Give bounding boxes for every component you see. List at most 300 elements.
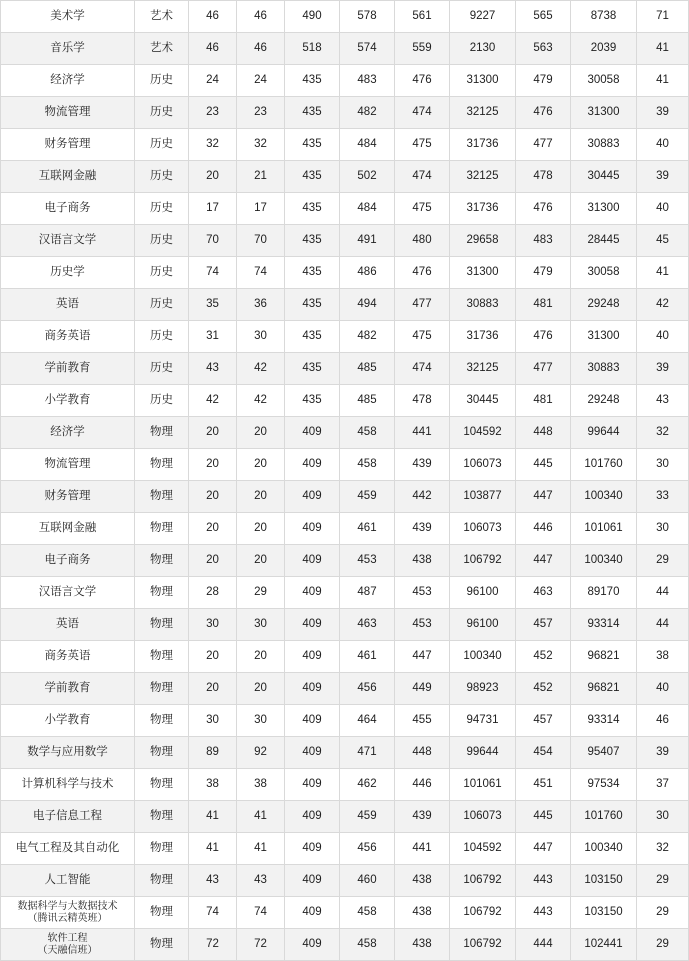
cell-plan: 17 bbox=[189, 193, 237, 225]
cell-diff: 39 bbox=[637, 353, 689, 385]
cell-avg_score: 447 bbox=[516, 545, 571, 577]
cell-enrolled: 42 bbox=[237, 385, 285, 417]
cell-max_score: 458 bbox=[340, 449, 395, 481]
table-body bbox=[1, 1, 689, 961]
cell-major: 电子商务 bbox=[1, 193, 135, 225]
cell-avg_score: 476 bbox=[516, 97, 571, 129]
cell-category: 艺术 bbox=[135, 1, 189, 33]
cell-plan: 20 bbox=[189, 641, 237, 673]
cell-enrolled: 32 bbox=[237, 129, 285, 161]
cell-control_line: 409 bbox=[285, 481, 340, 513]
cell-min_score: 441 bbox=[395, 833, 450, 865]
cell-plan: 32 bbox=[189, 129, 237, 161]
cell-enrolled: 42 bbox=[237, 353, 285, 385]
table-row bbox=[1, 97, 689, 129]
cell-control_line: 518 bbox=[285, 33, 340, 65]
cell-max_score: 486 bbox=[340, 257, 395, 289]
cell-min_score: 475 bbox=[395, 193, 450, 225]
cell-min_rank: 106792 bbox=[450, 545, 516, 577]
cell-enrolled: 46 bbox=[237, 33, 285, 65]
cell-control_line: 435 bbox=[285, 289, 340, 321]
cell-plan: 24 bbox=[189, 65, 237, 97]
cell-major: 互联网金融 bbox=[1, 161, 135, 193]
cell-plan: 46 bbox=[189, 1, 237, 33]
cell-enrolled: 24 bbox=[237, 65, 285, 97]
cell-avg_rank: 97534 bbox=[571, 769, 637, 801]
cell-max_score: 482 bbox=[340, 97, 395, 129]
cell-category: 历史 bbox=[135, 321, 189, 353]
cell-diff: 40 bbox=[637, 193, 689, 225]
cell-category: 物理 bbox=[135, 609, 189, 641]
cell-category: 历史 bbox=[135, 161, 189, 193]
cell-avg_score: 443 bbox=[516, 897, 571, 929]
cell-max_score: 461 bbox=[340, 641, 395, 673]
cell-avg_rank: 100340 bbox=[571, 481, 637, 513]
cell-category: 物理 bbox=[135, 513, 189, 545]
cell-diff: 44 bbox=[637, 609, 689, 641]
cell-max_score: 459 bbox=[340, 801, 395, 833]
table-row bbox=[1, 897, 689, 929]
cell-min_rank: 32125 bbox=[450, 353, 516, 385]
cell-min_rank: 32125 bbox=[450, 97, 516, 129]
cell-max_score: 458 bbox=[340, 417, 395, 449]
cell-category: 物理 bbox=[135, 929, 189, 961]
cell-plan: 72 bbox=[189, 929, 237, 961]
cell-major: 财务管理 bbox=[1, 129, 135, 161]
cell-major: 数据科学与大数据技术 （腾讯云精英班） bbox=[1, 897, 135, 929]
cell-max_score: 578 bbox=[340, 1, 395, 33]
cell-min_score: 449 bbox=[395, 673, 450, 705]
cell-avg_score: 447 bbox=[516, 833, 571, 865]
cell-major: 人工智能 bbox=[1, 865, 135, 897]
table-row bbox=[1, 161, 689, 193]
cell-diff: 41 bbox=[637, 65, 689, 97]
cell-min_score: 559 bbox=[395, 33, 450, 65]
cell-control_line: 490 bbox=[285, 1, 340, 33]
cell-category: 物理 bbox=[135, 833, 189, 865]
cell-category: 物理 bbox=[135, 673, 189, 705]
cell-plan: 28 bbox=[189, 577, 237, 609]
cell-min_rank: 100340 bbox=[450, 641, 516, 673]
cell-avg_rank: 30058 bbox=[571, 65, 637, 97]
cell-min_score: 439 bbox=[395, 513, 450, 545]
cell-min_score: 476 bbox=[395, 65, 450, 97]
cell-major: 小学教育 bbox=[1, 705, 135, 737]
cell-enrolled: 43 bbox=[237, 865, 285, 897]
cell-avg_rank: 8738 bbox=[571, 1, 637, 33]
cell-max_score: 456 bbox=[340, 673, 395, 705]
cell-control_line: 409 bbox=[285, 833, 340, 865]
cell-diff: 40 bbox=[637, 129, 689, 161]
cell-min_rank: 98923 bbox=[450, 673, 516, 705]
cell-plan: 20 bbox=[189, 161, 237, 193]
table-row bbox=[1, 257, 689, 289]
cell-min_rank: 104592 bbox=[450, 417, 516, 449]
cell-avg_rank: 28445 bbox=[571, 225, 637, 257]
cell-min_score: 561 bbox=[395, 1, 450, 33]
cell-major: 美术学 bbox=[1, 1, 135, 33]
cell-avg_rank: 101061 bbox=[571, 513, 637, 545]
cell-min_score: 474 bbox=[395, 353, 450, 385]
cell-diff: 32 bbox=[637, 833, 689, 865]
cell-control_line: 435 bbox=[285, 193, 340, 225]
cell-enrolled: 23 bbox=[237, 97, 285, 129]
cell-plan: 20 bbox=[189, 449, 237, 481]
cell-category: 历史 bbox=[135, 257, 189, 289]
cell-avg_rank: 99644 bbox=[571, 417, 637, 449]
cell-major: 英语 bbox=[1, 609, 135, 641]
cell-enrolled: 30 bbox=[237, 609, 285, 641]
cell-enrolled: 74 bbox=[237, 257, 285, 289]
table-row bbox=[1, 65, 689, 97]
cell-plan: 38 bbox=[189, 769, 237, 801]
cell-enrolled: 92 bbox=[237, 737, 285, 769]
cell-enrolled: 41 bbox=[237, 801, 285, 833]
cell-plan: 89 bbox=[189, 737, 237, 769]
table-row bbox=[1, 1, 689, 33]
table-row bbox=[1, 641, 689, 673]
cell-avg_rank: 103150 bbox=[571, 897, 637, 929]
cell-plan: 23 bbox=[189, 97, 237, 129]
table-row bbox=[1, 481, 689, 513]
cell-control_line: 409 bbox=[285, 737, 340, 769]
cell-enrolled: 20 bbox=[237, 417, 285, 449]
cell-enrolled: 21 bbox=[237, 161, 285, 193]
cell-major: 数学与应用数学 bbox=[1, 737, 135, 769]
table-row bbox=[1, 833, 689, 865]
cell-min_rank: 31736 bbox=[450, 193, 516, 225]
cell-avg_score: 451 bbox=[516, 769, 571, 801]
cell-avg_score: 457 bbox=[516, 609, 571, 641]
cell-major: 互联网金融 bbox=[1, 513, 135, 545]
cell-max_score: 459 bbox=[340, 481, 395, 513]
cell-major: 经济学 bbox=[1, 417, 135, 449]
cell-enrolled: 20 bbox=[237, 481, 285, 513]
cell-avg_rank: 93314 bbox=[571, 705, 637, 737]
cell-min_rank: 96100 bbox=[450, 609, 516, 641]
cell-category: 历史 bbox=[135, 193, 189, 225]
cell-avg_rank: 31300 bbox=[571, 97, 637, 129]
cell-max_score: 453 bbox=[340, 545, 395, 577]
cell-control_line: 409 bbox=[285, 705, 340, 737]
cell-min_rank: 30883 bbox=[450, 289, 516, 321]
cell-avg_score: 457 bbox=[516, 705, 571, 737]
cell-min_rank: 9227 bbox=[450, 1, 516, 33]
table-row bbox=[1, 673, 689, 705]
cell-control_line: 409 bbox=[285, 929, 340, 961]
table-row bbox=[1, 385, 689, 417]
table-row bbox=[1, 769, 689, 801]
cell-avg_score: 443 bbox=[516, 865, 571, 897]
cell-min_rank: 29658 bbox=[450, 225, 516, 257]
cell-major: 学前教育 bbox=[1, 673, 135, 705]
cell-control_line: 435 bbox=[285, 129, 340, 161]
cell-min_score: 442 bbox=[395, 481, 450, 513]
cell-control_line: 409 bbox=[285, 513, 340, 545]
cell-avg_rank: 96821 bbox=[571, 673, 637, 705]
cell-min_rank: 104592 bbox=[450, 833, 516, 865]
cell-category: 物理 bbox=[135, 865, 189, 897]
cell-control_line: 435 bbox=[285, 97, 340, 129]
cell-diff: 42 bbox=[637, 289, 689, 321]
cell-plan: 31 bbox=[189, 321, 237, 353]
cell-avg_rank: 96821 bbox=[571, 641, 637, 673]
cell-min_rank: 101061 bbox=[450, 769, 516, 801]
cell-enrolled: 29 bbox=[237, 577, 285, 609]
cell-avg_rank: 2039 bbox=[571, 33, 637, 65]
cell-min_score: 448 bbox=[395, 737, 450, 769]
cell-avg_rank: 89170 bbox=[571, 577, 637, 609]
cell-enrolled: 36 bbox=[237, 289, 285, 321]
cell-major: 学前教育 bbox=[1, 353, 135, 385]
cell-plan: 41 bbox=[189, 833, 237, 865]
cell-min_score: 439 bbox=[395, 449, 450, 481]
cell-diff: 44 bbox=[637, 577, 689, 609]
cell-max_score: 485 bbox=[340, 385, 395, 417]
cell-min_rank: 106073 bbox=[450, 801, 516, 833]
cell-category: 历史 bbox=[135, 289, 189, 321]
cell-diff: 40 bbox=[637, 321, 689, 353]
cell-diff: 30 bbox=[637, 801, 689, 833]
cell-min_score: 447 bbox=[395, 641, 450, 673]
table-row bbox=[1, 929, 689, 961]
cell-min_rank: 31736 bbox=[450, 129, 516, 161]
cell-avg_score: 481 bbox=[516, 289, 571, 321]
cell-avg_score: 563 bbox=[516, 33, 571, 65]
cell-control_line: 435 bbox=[285, 161, 340, 193]
cell-max_score: 484 bbox=[340, 129, 395, 161]
cell-avg_score: 479 bbox=[516, 65, 571, 97]
cell-avg_score: 444 bbox=[516, 929, 571, 961]
cell-min_rank: 106073 bbox=[450, 449, 516, 481]
cell-enrolled: 17 bbox=[237, 193, 285, 225]
cell-category: 物理 bbox=[135, 737, 189, 769]
cell-min_rank: 103877 bbox=[450, 481, 516, 513]
cell-max_score: 485 bbox=[340, 353, 395, 385]
cell-major: 财务管理 bbox=[1, 481, 135, 513]
cell-min_score: 438 bbox=[395, 929, 450, 961]
cell-avg_score: 447 bbox=[516, 481, 571, 513]
cell-major: 小学教育 bbox=[1, 385, 135, 417]
cell-avg_score: 454 bbox=[516, 737, 571, 769]
cell-category: 历史 bbox=[135, 65, 189, 97]
cell-avg_rank: 101760 bbox=[571, 449, 637, 481]
cell-diff: 29 bbox=[637, 897, 689, 929]
cell-min_score: 446 bbox=[395, 769, 450, 801]
cell-min_rank: 106792 bbox=[450, 897, 516, 929]
cell-plan: 20 bbox=[189, 673, 237, 705]
cell-major: 软件工程 （天融信班） bbox=[1, 929, 135, 961]
table-row bbox=[1, 705, 689, 737]
cell-category: 历史 bbox=[135, 129, 189, 161]
cell-enrolled: 30 bbox=[237, 705, 285, 737]
cell-major: 历史学 bbox=[1, 257, 135, 289]
cell-category: 物理 bbox=[135, 545, 189, 577]
cell-avg_rank: 101760 bbox=[571, 801, 637, 833]
cell-avg_rank: 95407 bbox=[571, 737, 637, 769]
cell-avg_score: 446 bbox=[516, 513, 571, 545]
cell-avg_rank: 30883 bbox=[571, 353, 637, 385]
cell-max_score: 482 bbox=[340, 321, 395, 353]
cell-max_score: 464 bbox=[340, 705, 395, 737]
cell-min_rank: 32125 bbox=[450, 161, 516, 193]
table-row bbox=[1, 353, 689, 385]
cell-min_score: 478 bbox=[395, 385, 450, 417]
cell-category: 物理 bbox=[135, 801, 189, 833]
cell-category: 物理 bbox=[135, 449, 189, 481]
cell-diff: 37 bbox=[637, 769, 689, 801]
cell-plan: 46 bbox=[189, 33, 237, 65]
cell-enrolled: 30 bbox=[237, 321, 285, 353]
cell-control_line: 409 bbox=[285, 801, 340, 833]
cell-plan: 20 bbox=[189, 481, 237, 513]
cell-avg_rank: 30883 bbox=[571, 129, 637, 161]
cell-avg_rank: 103150 bbox=[571, 865, 637, 897]
cell-max_score: 484 bbox=[340, 193, 395, 225]
cell-enrolled: 72 bbox=[237, 929, 285, 961]
cell-control_line: 435 bbox=[285, 353, 340, 385]
cell-min_score: 453 bbox=[395, 577, 450, 609]
cell-control_line: 409 bbox=[285, 577, 340, 609]
cell-major: 电子商务 bbox=[1, 545, 135, 577]
table-row bbox=[1, 737, 689, 769]
cell-min_rank: 99644 bbox=[450, 737, 516, 769]
cell-plan: 20 bbox=[189, 513, 237, 545]
cell-category: 物理 bbox=[135, 769, 189, 801]
cell-plan: 20 bbox=[189, 417, 237, 449]
cell-major: 经济学 bbox=[1, 65, 135, 97]
cell-min_rank: 2130 bbox=[450, 33, 516, 65]
cell-control_line: 409 bbox=[285, 769, 340, 801]
cell-avg_score: 476 bbox=[516, 321, 571, 353]
cell-plan: 30 bbox=[189, 705, 237, 737]
cell-diff: 38 bbox=[637, 641, 689, 673]
table-row bbox=[1, 577, 689, 609]
cell-max_score: 462 bbox=[340, 769, 395, 801]
cell-max_score: 491 bbox=[340, 225, 395, 257]
cell-enrolled: 20 bbox=[237, 449, 285, 481]
cell-avg_score: 476 bbox=[516, 193, 571, 225]
cell-min_score: 438 bbox=[395, 865, 450, 897]
cell-diff: 40 bbox=[637, 673, 689, 705]
cell-min_rank: 31736 bbox=[450, 321, 516, 353]
cell-avg_score: 448 bbox=[516, 417, 571, 449]
cell-min_rank: 31300 bbox=[450, 257, 516, 289]
cell-enrolled: 20 bbox=[237, 673, 285, 705]
table-row bbox=[1, 129, 689, 161]
cell-plan: 42 bbox=[189, 385, 237, 417]
cell-control_line: 409 bbox=[285, 865, 340, 897]
cell-max_score: 502 bbox=[340, 161, 395, 193]
cell-min_score: 474 bbox=[395, 161, 450, 193]
cell-plan: 74 bbox=[189, 257, 237, 289]
cell-max_score: 487 bbox=[340, 577, 395, 609]
cell-plan: 74 bbox=[189, 897, 237, 929]
cell-max_score: 471 bbox=[340, 737, 395, 769]
cell-min_score: 474 bbox=[395, 97, 450, 129]
cell-major: 汉语言文学 bbox=[1, 225, 135, 257]
cell-category: 历史 bbox=[135, 353, 189, 385]
cell-avg_rank: 102441 bbox=[571, 929, 637, 961]
cell-avg_rank: 30445 bbox=[571, 161, 637, 193]
cell-enrolled: 70 bbox=[237, 225, 285, 257]
cell-avg_rank: 31300 bbox=[571, 193, 637, 225]
table-row bbox=[1, 513, 689, 545]
cell-min_rank: 94731 bbox=[450, 705, 516, 737]
cell-major: 物流管理 bbox=[1, 449, 135, 481]
cell-major: 汉语言文学 bbox=[1, 577, 135, 609]
cell-category: 历史 bbox=[135, 97, 189, 129]
cell-max_score: 458 bbox=[340, 929, 395, 961]
table-row bbox=[1, 321, 689, 353]
cell-avg_score: 479 bbox=[516, 257, 571, 289]
cell-major: 电气工程及其自动化 bbox=[1, 833, 135, 865]
cell-avg_score: 445 bbox=[516, 449, 571, 481]
cell-control_line: 435 bbox=[285, 225, 340, 257]
cell-avg_score: 483 bbox=[516, 225, 571, 257]
cell-major: 商务英语 bbox=[1, 641, 135, 673]
cell-diff: 33 bbox=[637, 481, 689, 513]
cell-category: 历史 bbox=[135, 225, 189, 257]
cell-category: 物理 bbox=[135, 577, 189, 609]
cell-min_score: 453 bbox=[395, 609, 450, 641]
cell-max_score: 461 bbox=[340, 513, 395, 545]
cell-min_score: 439 bbox=[395, 801, 450, 833]
table-row bbox=[1, 801, 689, 833]
cell-plan: 43 bbox=[189, 865, 237, 897]
cell-min_rank: 96100 bbox=[450, 577, 516, 609]
cell-avg_rank: 93314 bbox=[571, 609, 637, 641]
cell-max_score: 574 bbox=[340, 33, 395, 65]
cell-category: 艺术 bbox=[135, 33, 189, 65]
cell-control_line: 409 bbox=[285, 897, 340, 929]
cell-control_line: 409 bbox=[285, 545, 340, 577]
cell-control_line: 435 bbox=[285, 65, 340, 97]
cell-diff: 41 bbox=[637, 33, 689, 65]
cell-min_rank: 30445 bbox=[450, 385, 516, 417]
cell-enrolled: 41 bbox=[237, 833, 285, 865]
cell-plan: 41 bbox=[189, 801, 237, 833]
cell-control_line: 409 bbox=[285, 673, 340, 705]
cell-max_score: 456 bbox=[340, 833, 395, 865]
table-row bbox=[1, 449, 689, 481]
cell-min_score: 475 bbox=[395, 321, 450, 353]
cell-min_rank: 106792 bbox=[450, 865, 516, 897]
cell-diff: 41 bbox=[637, 257, 689, 289]
cell-category: 物理 bbox=[135, 481, 189, 513]
cell-avg_score: 452 bbox=[516, 673, 571, 705]
cell-diff: 29 bbox=[637, 865, 689, 897]
cell-category: 物理 bbox=[135, 705, 189, 737]
cell-control_line: 409 bbox=[285, 641, 340, 673]
cell-avg_score: 445 bbox=[516, 801, 571, 833]
cell-control_line: 409 bbox=[285, 417, 340, 449]
cell-diff: 29 bbox=[637, 929, 689, 961]
cell-category: 物理 bbox=[135, 641, 189, 673]
cell-diff: 39 bbox=[637, 97, 689, 129]
cell-min_score: 441 bbox=[395, 417, 450, 449]
cell-max_score: 458 bbox=[340, 897, 395, 929]
cell-major: 电子信息工程 bbox=[1, 801, 135, 833]
cell-control_line: 435 bbox=[285, 321, 340, 353]
cell-min_rank: 106792 bbox=[450, 929, 516, 961]
cell-avg_rank: 30058 bbox=[571, 257, 637, 289]
cell-diff: 30 bbox=[637, 449, 689, 481]
cell-min_rank: 31300 bbox=[450, 65, 516, 97]
table-row bbox=[1, 865, 689, 897]
cell-enrolled: 74 bbox=[237, 897, 285, 929]
cell-min_score: 477 bbox=[395, 289, 450, 321]
